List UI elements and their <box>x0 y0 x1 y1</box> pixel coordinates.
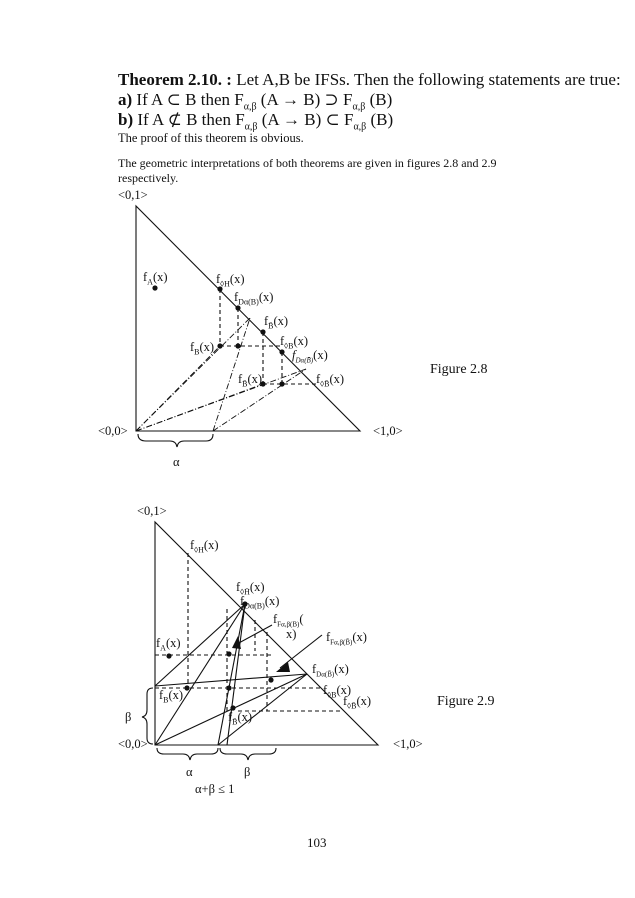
f: f <box>264 314 269 328</box>
f: f <box>238 372 243 386</box>
sub: Dα(B) <box>244 601 265 611</box>
statement-a-label: a) <box>118 90 133 109</box>
point-a <box>226 651 231 656</box>
paragraph-line-1: The geometric interpretations of both theorems are given in figures 2.8 and 2.9 <box>118 156 497 170</box>
subscript: α,β <box>244 121 258 133</box>
subscript: α,β <box>353 121 367 133</box>
statement-a-end: (B) <box>365 90 393 109</box>
sub: B̄ <box>242 379 248 389</box>
f: f <box>236 580 241 594</box>
fig28-corner-top: <0,1> <box>118 188 148 202</box>
f: f <box>159 688 164 702</box>
label29-fDaBbar <box>312 662 349 679</box>
x: (x) <box>264 594 280 608</box>
f: f <box>234 290 239 304</box>
statement-b-label: b) <box>118 110 134 129</box>
f: f <box>316 372 321 386</box>
label29-fFab-b <box>326 630 367 647</box>
x: (x) <box>199 340 215 354</box>
statement-a-rest: (A → B) ⊃ F <box>256 90 353 109</box>
f: f <box>323 683 328 697</box>
alpha-brace <box>138 434 213 447</box>
sub: Dα(B̄) <box>316 670 335 679</box>
page-number: 103 <box>307 835 327 850</box>
arrowhead-2 <box>276 662 290 672</box>
point-fA-2 <box>166 653 171 658</box>
x: (x) <box>329 372 345 386</box>
x: (x) <box>293 334 309 348</box>
dashed-guides-2 <box>155 553 343 711</box>
point-fB <box>217 343 222 348</box>
x: (x) <box>203 538 219 552</box>
sub: A <box>160 643 166 653</box>
subscript: α,β <box>243 101 257 113</box>
point-fDaBbar <box>279 381 284 386</box>
label-fDaB <box>234 290 273 307</box>
label-fBbar-low <box>238 372 262 389</box>
fig29-corner-top: <0,1> <box>137 504 167 518</box>
f: f <box>343 694 348 708</box>
f: f <box>216 272 221 286</box>
x: (x) <box>249 580 265 594</box>
label-fDaBbar <box>292 348 328 365</box>
fig28-corner-origin: <0,0> <box>98 424 128 438</box>
x: (x) <box>334 662 349 676</box>
fig29-beta-left: β <box>125 710 132 724</box>
sub: Dα(B̄) <box>295 356 314 365</box>
x: (x) <box>273 314 289 328</box>
sub: ◊B <box>327 690 337 700</box>
paren: ( <box>299 612 304 626</box>
f: f <box>143 270 148 284</box>
statement-b-text: If A ⊄ B then F <box>133 110 245 129</box>
point-b <box>226 685 231 690</box>
sub: Fα,β(B) <box>277 620 300 629</box>
label29-fOBbar <box>343 694 371 711</box>
theorem-statement: Let A,B be IFSs. Then the following statements are true: <box>231 70 621 89</box>
fig29-alpha: α <box>186 765 193 779</box>
label29-fB <box>159 688 183 705</box>
theorem-label: Theorem 2.10. : <box>118 70 232 89</box>
x: (x) <box>165 636 181 650</box>
f: f <box>280 334 285 348</box>
fig28-alpha: α <box>173 455 180 469</box>
sub: B <box>194 347 200 357</box>
beta-brace-bottom <box>220 748 276 760</box>
figure-2-8-caption: Figure 2.8 <box>430 362 488 377</box>
f: f <box>326 630 331 644</box>
figure-2-9-caption: Figure 2.9 <box>437 694 495 709</box>
f: f <box>156 636 161 650</box>
label29-fFab-a-x: x) <box>286 627 297 641</box>
f: f <box>240 594 245 608</box>
beta-brace-left <box>142 688 153 744</box>
sub: ◊B̄ <box>347 701 357 711</box>
statement-b-rest: (A → B) ⊂ F <box>257 110 354 129</box>
f: f <box>273 612 278 626</box>
statement-b-end: (B) <box>366 110 394 129</box>
label-fA <box>143 270 168 287</box>
proof-note: The proof of this theorem is obvious. <box>118 131 304 145</box>
label29-fA <box>156 636 181 653</box>
label-fOH <box>216 272 244 289</box>
sub: ◊B <box>284 341 294 351</box>
alpha-brace-2 <box>157 748 218 760</box>
sub: ◊H̄ <box>240 587 250 597</box>
subscript: α,β <box>352 101 366 113</box>
point-fB-2 <box>184 685 189 690</box>
x: (x) <box>356 694 372 708</box>
sub: A <box>147 277 153 287</box>
f: f <box>292 348 296 362</box>
sub: Dα(B) <box>238 297 259 307</box>
x: (x) <box>313 348 328 362</box>
sub: B̄ <box>268 321 274 331</box>
x: (x) <box>247 372 263 386</box>
f: f <box>228 710 233 724</box>
point-c <box>268 677 273 682</box>
fig29-corner-origin: <0,0> <box>118 737 148 751</box>
point-mid <box>235 343 240 348</box>
label29-fBbar <box>228 710 252 727</box>
x: (x) <box>258 290 274 304</box>
fig29-corner-right: <1,0> <box>393 737 423 751</box>
label-fOBbar <box>316 372 344 389</box>
f: f <box>190 538 195 552</box>
label29-fDaB <box>240 594 279 611</box>
fig29-beta-bottom: β <box>244 765 251 779</box>
sub: B <box>163 695 169 705</box>
x: (x) <box>152 270 168 284</box>
sub: ◊H <box>194 545 204 555</box>
paragraph-line-2: respectively. <box>118 171 179 185</box>
x: (x) <box>237 710 253 724</box>
x: (x) <box>336 683 352 697</box>
label-fBbar <box>264 314 288 331</box>
f: f <box>190 340 195 354</box>
statement-a-text: If A ⊂ B then F <box>132 90 244 109</box>
sub: Fα,β(B̄) <box>330 638 353 647</box>
fig28-corner-right: <1,0> <box>373 424 403 438</box>
f: f <box>312 662 317 676</box>
x: (x) <box>229 272 245 286</box>
fig29-constraint: α+β ≤ 1 <box>195 782 235 796</box>
x: (x) <box>352 630 367 644</box>
x: (x) <box>168 688 184 702</box>
label29-fOH <box>190 538 218 555</box>
label-fB <box>190 340 214 357</box>
sub: ◊H <box>220 279 230 289</box>
sub: B̄ <box>232 717 238 727</box>
sub: ◊B̄ <box>320 379 330 389</box>
